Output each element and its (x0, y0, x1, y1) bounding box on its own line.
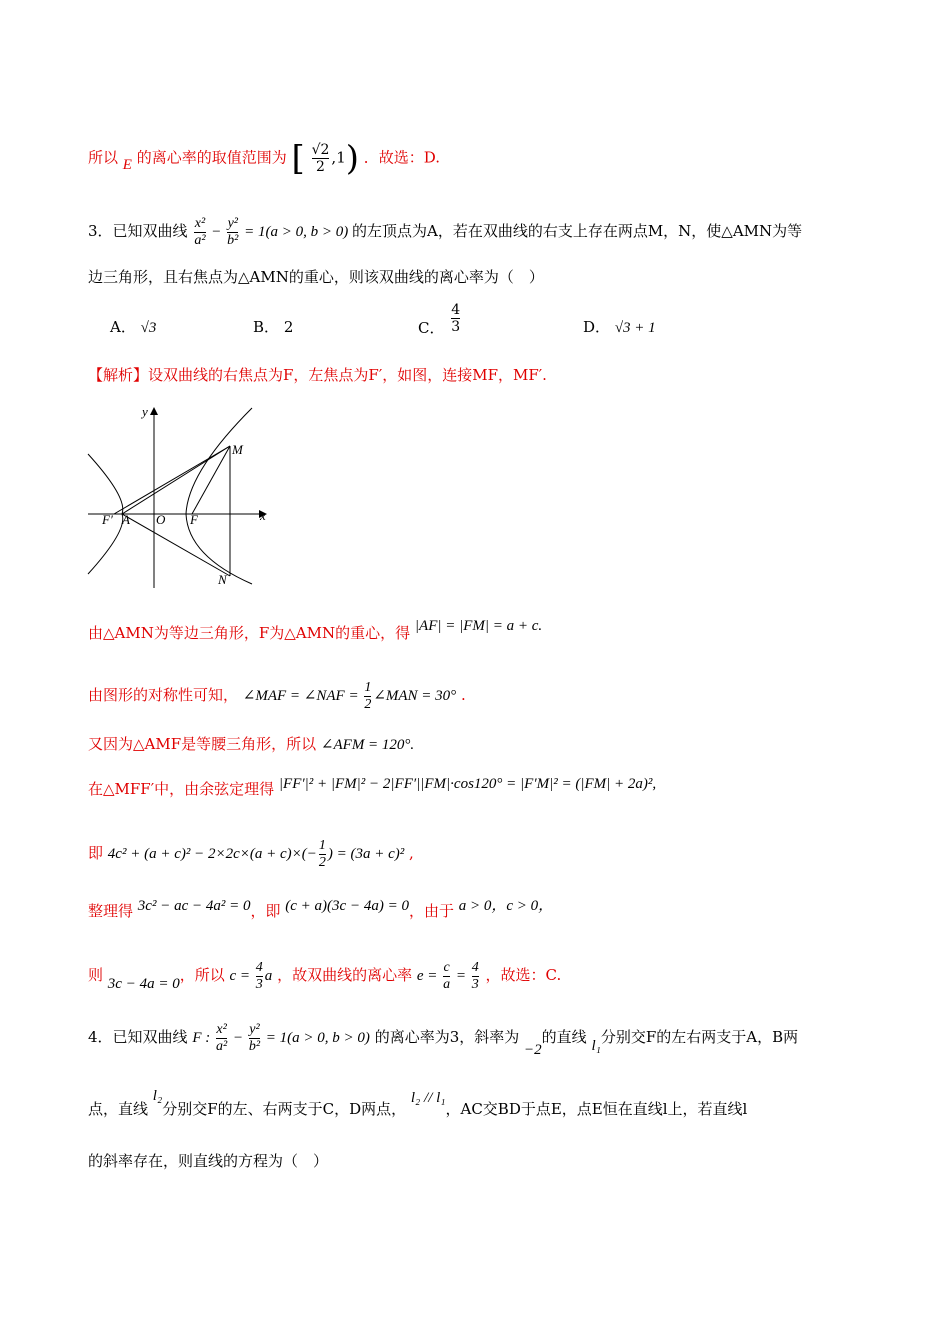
solution-line2 (88, 618, 543, 645)
option-value: √3 (140, 320, 157, 336)
text: ，由于 (408, 902, 454, 920)
text: ，故选：C. (485, 965, 562, 984)
option-d (583, 316, 656, 337)
text: 设双曲线的右焦点为F，左焦点为F′，如图，连接MF，MF′. (148, 366, 547, 384)
option-label: B． (253, 318, 280, 336)
text: ．故选：D. (363, 148, 441, 167)
label-f: F (190, 512, 198, 527)
solution-line5 (88, 778, 656, 801)
math-var: E (122, 156, 132, 173)
text: ，所以 (179, 965, 225, 984)
segment-an (122, 514, 230, 576)
solution-line1 (88, 364, 547, 386)
math-angles: ∠MAF = ∠NAF = $\frac{1}{2}$ ∠MAN = 30° (242, 680, 457, 712)
text: 在△MFF′中，由余弦定理得 (88, 780, 275, 798)
solution-line7 (88, 900, 553, 923)
text: ，即 (250, 902, 281, 920)
option-label: A． (110, 318, 136, 336)
math-slope: −2 (524, 1041, 542, 1058)
math: ∠AFM = 120°. (320, 737, 415, 753)
text: 由图形的对称性可知， (88, 685, 239, 704)
text: 已知双曲线 (112, 1027, 188, 1046)
math-c: c = $\frac{4}{3}$ a (229, 960, 273, 992)
text: ，AC交BD于点E，点E恒在直线l上，若直线l (445, 1100, 748, 1118)
solution-line4 (88, 733, 414, 756)
interval-math: [ $\frac{√2}{2}$ ,1) (291, 138, 359, 179)
text: 的直线 (541, 1027, 587, 1046)
math: |AF| = |FM| = a + c. (414, 618, 543, 634)
text: 则 (88, 965, 104, 984)
question-number: 3． (88, 221, 113, 240)
text: 已知双曲线 (112, 221, 188, 240)
math: a > 0，c > 0， (458, 898, 554, 914)
hyperbola-figure (86, 402, 276, 590)
text: 点，直线 (88, 1100, 149, 1118)
math-expansion: 4c² + (a + c)² − 2×2c×(a + c)×(− $\frac{1}{2}$ ) = (3a + c)² (107, 838, 405, 870)
math-e: e = $\frac{c}{a}$ = $\frac{4}{3}$ (416, 960, 479, 992)
label-x: x (260, 508, 266, 523)
segment-mf (192, 446, 230, 514)
text: 又因为△AMF是等腰三角形，所以 (88, 735, 317, 753)
q3-equation: $\frac{\text{x²}}{\text{a²}}$ − $\frac{\text{y²}}{\text{b²}}$ = 1(a > 0, b > 0) (194, 216, 352, 248)
math: 3c − 4a = 0 (107, 975, 180, 992)
text: 的离心率为3，斜率为 (374, 1027, 520, 1046)
math: 3c² − ac − 4a² = 0 (137, 898, 251, 914)
segment-am (122, 446, 230, 514)
label-f-prime: F′ (102, 512, 113, 527)
option-c (418, 302, 462, 335)
text: 由△AMN为等边三角形，F为△AMN的重心，得 (88, 624, 411, 642)
q3-stem-line2: 边三角形，且右焦点为△AMN的重心，则该双曲线的离心率为（ ） (88, 268, 544, 286)
hyperbola-right-branch (186, 408, 252, 584)
q4-line3: 的斜率存在，则直线的方程为（ ） (88, 1152, 329, 1170)
text: 即 (88, 843, 104, 862)
text: 所以 (88, 148, 119, 167)
prev-conclusion (88, 138, 441, 179)
solution-line3: 由图形的对称性可知， ∠MAF = ∠NAF = $\frac{1}{2}$ ∠MAN = 30° . (88, 680, 466, 712)
option-value: √3 + 1 (614, 320, 656, 336)
math: |FF′|² + |FM|² − 2|FF′||FM|·cos120° = |F′M|² = (|FM| + 2a)², (278, 776, 657, 792)
segment-mf-prime (114, 446, 230, 514)
label-o: O (156, 512, 166, 527)
option-b (253, 316, 293, 337)
text: 整理得 (88, 902, 134, 920)
option-label: D． (583, 318, 611, 336)
question-number: 4． (88, 1027, 113, 1046)
math-l1: l₁ (591, 1037, 601, 1054)
q4-equation: F : $\frac{\text{x²}}{\text{a²}}$ − $\frac{\text{y²}}{\text{b²}}$ = 1(a > 0, b > 0) (192, 1022, 370, 1054)
solution-line8 (88, 960, 561, 993)
label-a: A (122, 512, 130, 527)
solution-tag: 【解析】 (88, 366, 149, 384)
text: ，故双曲线的离心率 (277, 965, 413, 984)
interval-fraction: $\frac{√2}{2}$ (311, 142, 330, 175)
q3-stem-line1 (88, 216, 802, 249)
q4-line1 (88, 1022, 799, 1058)
math-l2: l₂ (152, 1088, 163, 1104)
solution-line6: 即 4c² + (a + c)² − 2×2c×(a + c)×(− $\frac{1}{2}$ ) = (3a + c)² , (88, 838, 414, 870)
text: 的左顶点为A，若在双曲线的右支上存在两点M，N，使△AMN为等 (351, 221, 803, 240)
option-label: C． (418, 318, 445, 337)
option-a (110, 316, 156, 337)
label-m: M (232, 442, 243, 457)
label-n: N (218, 572, 227, 587)
text: 的离心率的取值范围为 (136, 148, 287, 167)
text: 分别交F的左、右两支于C，D两点， (162, 1100, 407, 1118)
option-value: 2 (283, 318, 294, 336)
q4-line2 (88, 1088, 748, 1121)
option-c-fraction: $\frac{4}{3}$ (451, 302, 461, 335)
math: (c + a)(3c − 4a) = 0 (285, 898, 409, 914)
math-parallel: l₂ // l₁ (410, 1090, 446, 1106)
label-y: y (142, 404, 148, 419)
text: 分别交F的左右两支于A，B两 (600, 1027, 799, 1046)
